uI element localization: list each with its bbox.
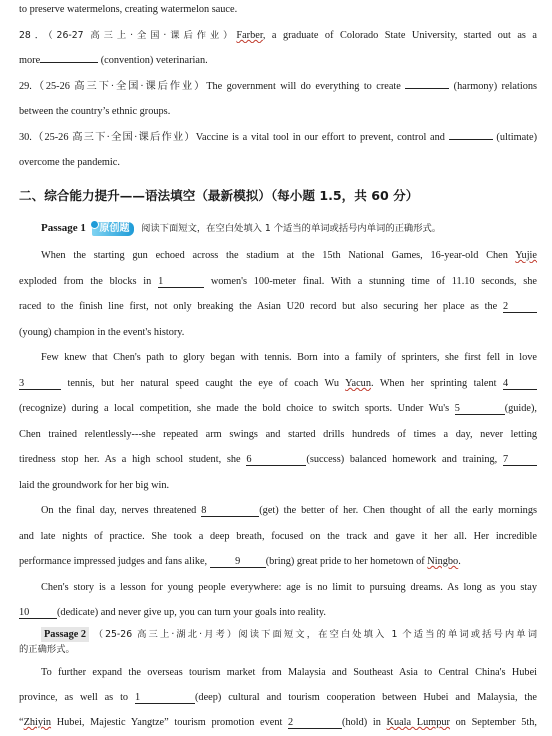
passage-line: and late nights of practice. She took a deep breath, focused on the track and gave it her all. Her incredible (19, 531, 537, 542)
passage-1-header (41, 220, 541, 237)
answer-blank[interactable]: 6 (246, 454, 306, 466)
question-29-cont: between the country’s ethnic groups. (19, 106, 171, 117)
answer-blank[interactable]: 9 (210, 556, 266, 568)
question-28-cont: more (convention) veterinarian. (19, 55, 208, 66)
passage-2-header-cont: 的正确形式。 (19, 644, 75, 655)
passage-label: Passage 1 (41, 222, 86, 234)
passage-line: raced to the finish line first, not only breaking the Asian U20 record but also securing her place as the 2 (19, 300, 537, 314)
answer-blank[interactable]: 3 (19, 378, 61, 390)
answer-blank[interactable] (449, 139, 493, 140)
passage-line: laid the groundwork for her big win. (19, 480, 170, 491)
answer-blank[interactable] (405, 88, 449, 89)
passage-line: 10 (dedicate) and never give up, you can turn your goals into reality. (19, 607, 326, 618)
passage-line: province, as well as to 1 (deep) cultural and tourism cooperation between Hubei and Malaysia, the (19, 692, 537, 703)
passage-line: 3 tennis, but her natural speed caught the eye of coach Wu Yacun. When her sprinting talent 4 (19, 377, 537, 391)
passage-line: On the final day, nerves threatened 8 (get) the better of her. Chen thought of all the early mornings (41, 505, 537, 516)
question-29: 29.（25-26 高三下·全国·课后作业）The government will do everything to create (harmony) relations (19, 81, 537, 92)
passage-source: （25-26 高三上·湖北·月考）阅读下面短文，在空白处填入 1 个适当的单词或括号内单词 (93, 629, 537, 640)
passage-2-header (41, 627, 537, 642)
answer-blank[interactable]: 8 (201, 505, 259, 517)
answer-blank[interactable]: 4 (503, 378, 537, 390)
question-28: 28．（26-27 高三上·全国·课后作业）Farber, a graduate of Colorado State University, started out as a (19, 30, 537, 41)
answer-blank[interactable]: 5 (455, 403, 505, 415)
question-30-cont: overcome the pandemic. (19, 157, 120, 168)
original-question-badge: 原创题 (92, 222, 134, 236)
passage-line: “Zhiyin Hubei, Majestic Yangtze” tourism promotion event 2 (hold) in Kuala Lumpur on September 5th, (19, 717, 537, 728)
question-30: 30.（25-26 高三下·全国·课后作业）Vaccine is a vital tool in our effort to prevent, control and (ultimate) (19, 132, 537, 143)
passage-line: (young) champion in the event's history. (19, 327, 185, 338)
passage-instruction: 阅读下面短文，在空白处填入 1 个适当的单词或括号内单词的正确形式。 (141, 223, 442, 234)
passage-line: performance impressed judges and fans alike, 9 (bring) great pride to her hometown of Ningbo. (19, 556, 461, 567)
passage-line: To further expand the overseas tourism market from Malaysia and Southeast Asia to Central China's Hubei (41, 667, 537, 678)
text-line: to preserve watermelons, creating watermelon sauce. (19, 4, 238, 15)
answer-blank[interactable]: 10 (19, 607, 57, 619)
answer-blank[interactable]: 2 (288, 717, 342, 729)
answer-blank[interactable]: 7 (503, 454, 537, 466)
passage-line: exploded from the blocks in 1 women's 100-meter final. With a stunning time of 11.10 seconds, she (19, 276, 537, 287)
passage-line: (recognize) during a local competition, she made the bold choice to switch sports. Under Wu's 5 (guide), (19, 403, 537, 414)
answer-blank[interactable]: 2 (503, 301, 537, 313)
passage-line: tiredness stop her. As a high school student, she 6 (success) balanced homework and training, 7 (19, 453, 537, 467)
passage-line: Chen's story is a lesson for young people everywhere: age is no limit to pursuing dreams. As long as you stay (41, 582, 537, 593)
passage-line: When the starting gun echoed across the stadium at the 15th National Games, 16-year-old Chen Yujie (41, 250, 537, 261)
passage-line: Chen trained relentlessly---she repeated arm swings and started drills hundreds of times a day, never letting (19, 429, 537, 440)
passage-line: Few knew that Chen's path to glory began with tennis. Born into a family of sprinters, she first fell in love (41, 352, 537, 363)
answer-blank[interactable]: 1 (135, 692, 195, 704)
passage-label: Passage 2 (41, 627, 89, 642)
answer-blank[interactable]: 1 (158, 276, 204, 288)
section-heading: 二、综合能力提升——语法填空（最新模拟）（每小题 1.5，共 60 分） (19, 188, 419, 203)
answer-blank[interactable] (40, 62, 98, 63)
